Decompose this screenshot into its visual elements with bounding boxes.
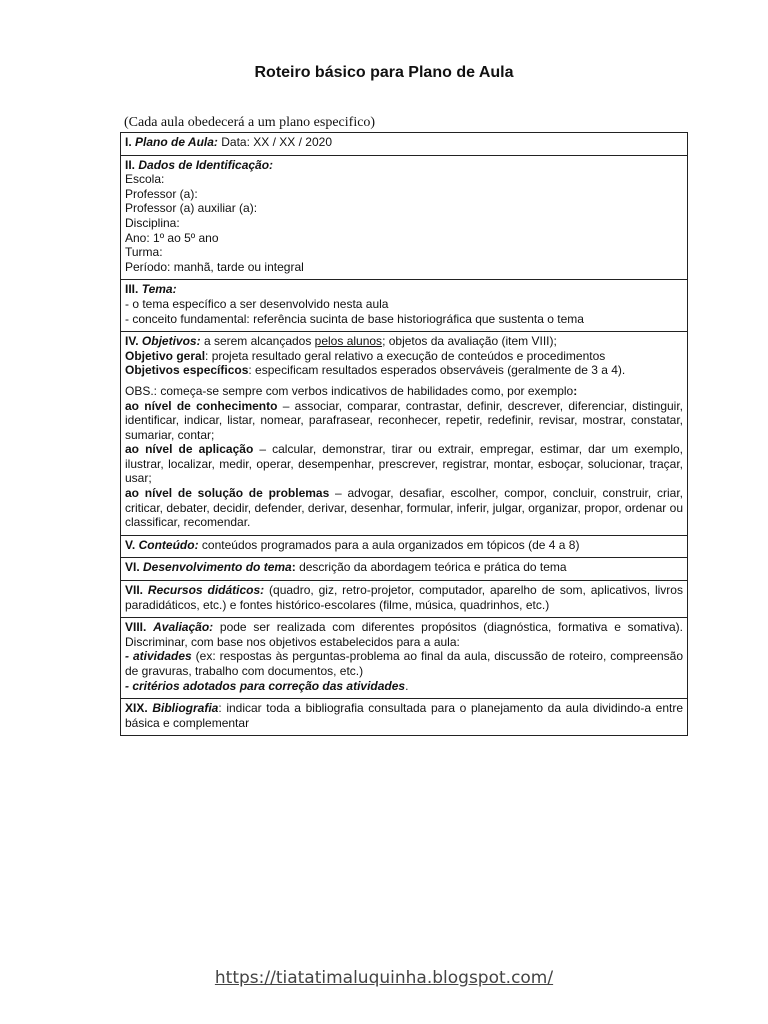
nivel-aplicacao-label: ao nível de aplicação: [125, 442, 254, 457]
blog-url-link[interactable]: https://tiatatimaluquinha.blogspot.com/: [214, 968, 554, 988]
field-professor: Professor (a):: [125, 186, 198, 201]
section-desenvolvimento: VI. Desenvolvimento do tema: descrição da abordagem teórica e prática do tema: [121, 557, 687, 580]
section-number: V.: [125, 537, 136, 552]
underlined-text: pelos alunos: [314, 334, 383, 349]
obs-text: OBS.: começa-se sempre com verbos indicativos de habilidades como, por exemplo: [125, 383, 574, 398]
section-number: IV.: [125, 334, 139, 349]
field-disciplina: Disciplina:: [125, 215, 180, 230]
field-periodo: Período: manhã, tarde ou integral: [125, 259, 304, 274]
field-ano: Ano: 1º ao 5º ano: [125, 230, 219, 245]
section-text: Data: XX / XX / 2020: [217, 135, 332, 149]
section-dados-identificacao: [121, 155, 687, 280]
field-professor-auxiliar: Professor (a) auxiliar (a):: [125, 201, 258, 216]
tema-line: - conceito fundamental: referência sucinta de base historiográfica que sustenta o tema: [125, 311, 584, 326]
atividades-label: - atividades: [125, 649, 192, 664]
section-label: Dados de Identificação:: [138, 157, 274, 172]
section-tema: [121, 279, 687, 331]
nivel-conhecimento-label: ao nível de conhecimento: [125, 398, 278, 413]
section-number: II.: [125, 157, 136, 172]
section-label: Objetivos:: [141, 334, 201, 349]
field-turma: Turma:: [125, 245, 163, 260]
section-label: Desenvolvimento do tema: [143, 560, 292, 575]
section-label: Avaliação:: [153, 620, 214, 635]
section-label: Recursos didáticos:: [147, 583, 265, 598]
section-number: VIII.: [125, 620, 147, 635]
section-label: Conteúdo:: [138, 537, 199, 552]
section-number: VI.: [125, 560, 140, 575]
section-number: I.: [125, 135, 132, 149]
tema-line: - o tema específico a ser desenvolvido nesta aula: [125, 296, 389, 311]
document-subtitle: (Cada aula obedecerá a um plano especifico): [124, 115, 376, 130]
criterios-label: - critérios adotados para correção das atividades: [125, 678, 406, 693]
section-number: XIX.: [125, 701, 148, 716]
section-objetivos: IV. Objetivos: a serem alcançados pelos alunos; objetos da avaliação (item VIII); Objetivo geral: projeta resultado geral relativo a execução de conteúdos e procedimentos Objetivos específicos: especificam resultados esperados observáveis (geralmente de 3 a 4). OBS.: começa-se sempre com verbos indicativos de habilidades como, por exemplo: ao nível de conhecimento – associar, comparar, contrastar, definir, descrever, diferenciar, distinguir, identificar, indicar, listar, nomear, parafrasear, reconhecer, repetir, redefinir, revisar, mostrar, constatar, sumariar, contar; ao nível de aplicação – calcular, demonstrar, tirar ou extrair, empregar, estimar, dar um exemplo, ilustrar, localizar, medir, operar, desempenhar, prescrever, registrar, montar, esboçar, solucionar, traçar, usar; ao nível de solução de problemas – advogar, desafiar, escolher, compor, concluir, construir, criar, criticar, debater, decidir, defender, derivar, desenhar, formular, inferir, julgar, organizar, propor, ordenar ou classificar, recomendar.: [121, 331, 687, 535]
section-label: Tema:: [141, 282, 177, 297]
section-number: III.: [125, 282, 139, 297]
section-label: Bibliografia: [152, 701, 219, 716]
nivel-problemas-label: ao nível de solução de problemas: [125, 486, 330, 501]
section-bibliografia: XIX. Bibliografia: indicar toda a bibliografia consultada para o planejamento da aula dividindo-a entre básica e complementar: [121, 698, 687, 735]
section-avaliacao: VIII. Avaliação: pode ser realizada com diferentes propósitos (diagnóstica, formativa e somativa). Discriminar, com base nos objetivos estabelecidos para a aula: - atividades (ex: respostas às perguntas-problema ao final da aula, discussão de roteiro, compreensão de gravuras, trabalho com documentos, etc.) - critérios adotados para correção das atividades.: [121, 617, 687, 698]
field-escola: Escola:: [125, 172, 165, 187]
section-number: VII.: [125, 583, 144, 598]
section-recursos-didaticos: VII. Recursos didáticos: (quadro, giz, retro-projetor, computador, aparelho de som, aplicativos, livros paradidáticos, etc.) e fontes histórico-escolares (filme, música, quadrinhos, etc.): [121, 580, 687, 617]
lesson-plan-table: [120, 132, 688, 736]
objetivo-geral-label: Objetivo geral: [125, 348, 206, 363]
section-label: Plano de Aula:: [135, 135, 218, 149]
section-plano-de-aula: [121, 133, 687, 155]
section-conteudo: V. Conteúdo: conteúdos programados para a aula organizados em tópicos (de 4 a 8): [121, 535, 687, 558]
document-title: Roteiro básico para Plano de Aula: [254, 64, 514, 81]
objetivos-especificos-label: Objetivos específicos: [125, 363, 249, 378]
